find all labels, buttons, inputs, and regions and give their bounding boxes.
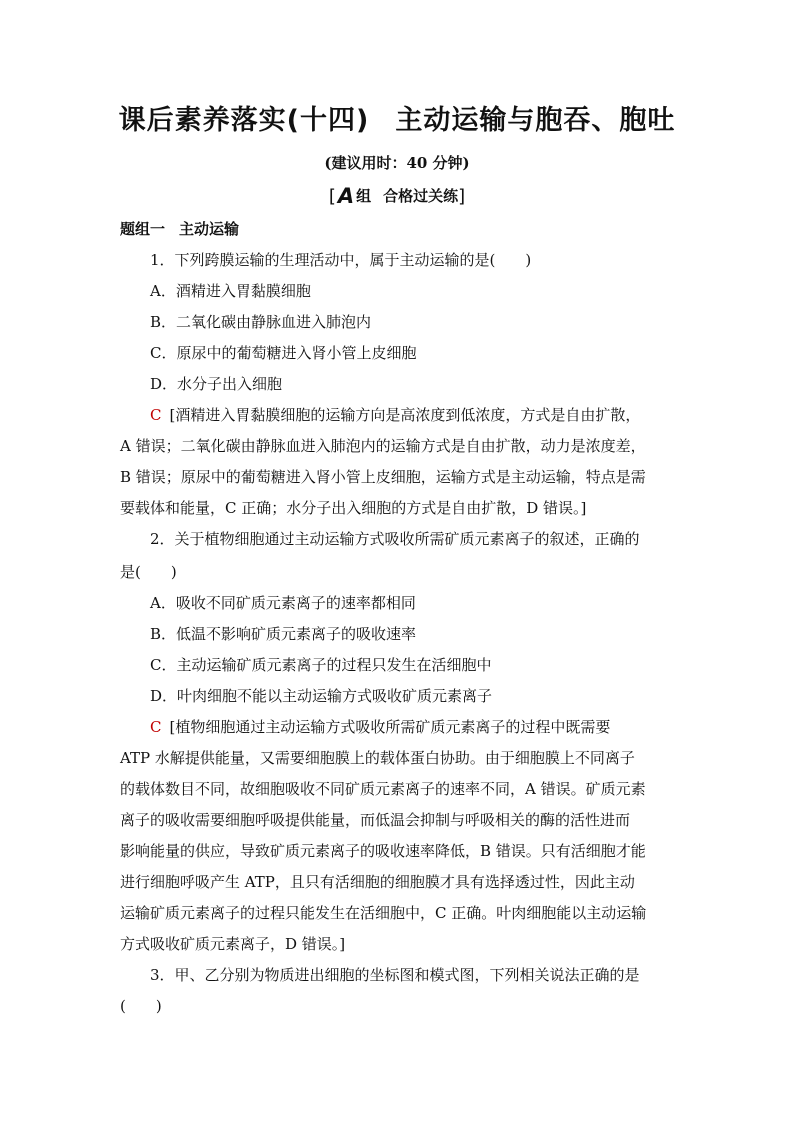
- q3-stem-cont: ( ): [120, 997, 162, 1015]
- q1-option-d: D．水分子出入细胞: [150, 375, 283, 393]
- q2-explain-line: 进行细胞呼吸产生 ATP，且只有活细胞的细胞膜才具有选择透过性，因此主动: [120, 873, 635, 891]
- q2-answer: C: [150, 718, 162, 736]
- q2-explain-line: 运输矿质元素离子的过程只能发生在活细胞中，C 正确。叶肉细胞能以主动运输: [120, 904, 647, 922]
- q1-explain-line: B 错误；原尿中的葡萄糖进入肾小管上皮细胞，运输方式是主动运输，特点是需: [120, 468, 646, 486]
- q2-option-b: B．低温不影响矿质元素离子的吸收速率: [150, 625, 417, 643]
- group-letter: A: [337, 184, 355, 208]
- q1-option-b: B．二氧化碳由静脉血进入肺泡内: [150, 313, 372, 331]
- q2-explain-line: 方式吸收矿质元素离子，D 错误。]: [120, 935, 346, 953]
- q2-explain-line: [150, 717, 610, 737]
- group-heading: [0, 184, 794, 208]
- q1-explain-line: A 错误；二氧化碳由静脉血进入肺泡内的运输方式是自由扩散，动力是浓度差，: [120, 437, 646, 455]
- q1-option-a: A．酒精进入胃黏膜细胞: [150, 282, 311, 300]
- title-part-2: 主动运输与胞吞、胞吐: [395, 105, 676, 136]
- q3-stem: 3．甲、乙分别为物质进出细胞的坐标图和模式图，下列相关说法正确的是: [150, 966, 640, 984]
- q2-option-a: A．吸收不同矿质元素离子的速率都相同: [150, 594, 416, 612]
- group-name: 合格过关练: [383, 187, 459, 205]
- q2-explain-line: 影响能量的供应，导致矿质元素离子的吸收速率降低，B 错误。只有活细胞才能: [120, 842, 646, 860]
- bracket-open: [: [328, 186, 336, 207]
- q2-option-d: D．叶肉细胞不能以主动运输方式吸收矿质元素离子: [150, 687, 493, 705]
- q1-explain-line: [150, 405, 640, 425]
- q2-explain-line: 的载体数目不同，故细胞吸收不同矿质元素离子的速率不同，A 错误。矿质元素: [120, 780, 646, 798]
- q2-stem-cont: 是( ): [120, 563, 177, 581]
- section-heading: [120, 219, 239, 239]
- title-part-1: 课后素养落实(十四): [118, 105, 370, 136]
- q1-stem: 1．下列跨膜运输的生理活动中，属于主动运输的是( ): [150, 251, 532, 269]
- section-label: 题组一: [120, 220, 166, 238]
- q1-option-c: C．原尿中的葡萄糖进入肾小管上皮细胞: [150, 344, 417, 362]
- bracket-close: ]: [458, 186, 466, 207]
- q2-explain-line: 离子的吸收需要细胞呼吸提供能量，而低温会抑制与呼吸相关的酶的活性进而: [120, 811, 631, 829]
- q1-explain-text: [酒精进入胃黏膜细胞的运输方向是高浓度到低浓度，方式是自由扩散，: [169, 406, 641, 424]
- section-name: 主动运输: [179, 220, 240, 238]
- q2-stem: 2．关于植物细胞通过主动运输方式吸收所需矿质元素离子的叙述，正确的: [150, 530, 640, 548]
- q1-explain-line: 要载体和能量，C 正确；水分子出入细胞的方式是自由扩散，D 错误。]: [120, 499, 587, 517]
- q1-answer: C: [150, 406, 162, 424]
- subtitle: (建议用时：40 分钟): [324, 154, 470, 172]
- q2-explain-line: ATP 水解提供能量，又需要细胞膜上的载体蛋白协助。由于细胞膜上不同离子: [120, 749, 635, 767]
- group-label: 组: [356, 187, 372, 205]
- page-title: [0, 98, 794, 137]
- q2-explain-text: [植物细胞通过主动运输方式吸收所需矿质元素离子的过程中既需要: [169, 718, 611, 736]
- q2-option-c: C．主动运输矿质元素离子的过程只发生在活细胞中: [150, 656, 492, 674]
